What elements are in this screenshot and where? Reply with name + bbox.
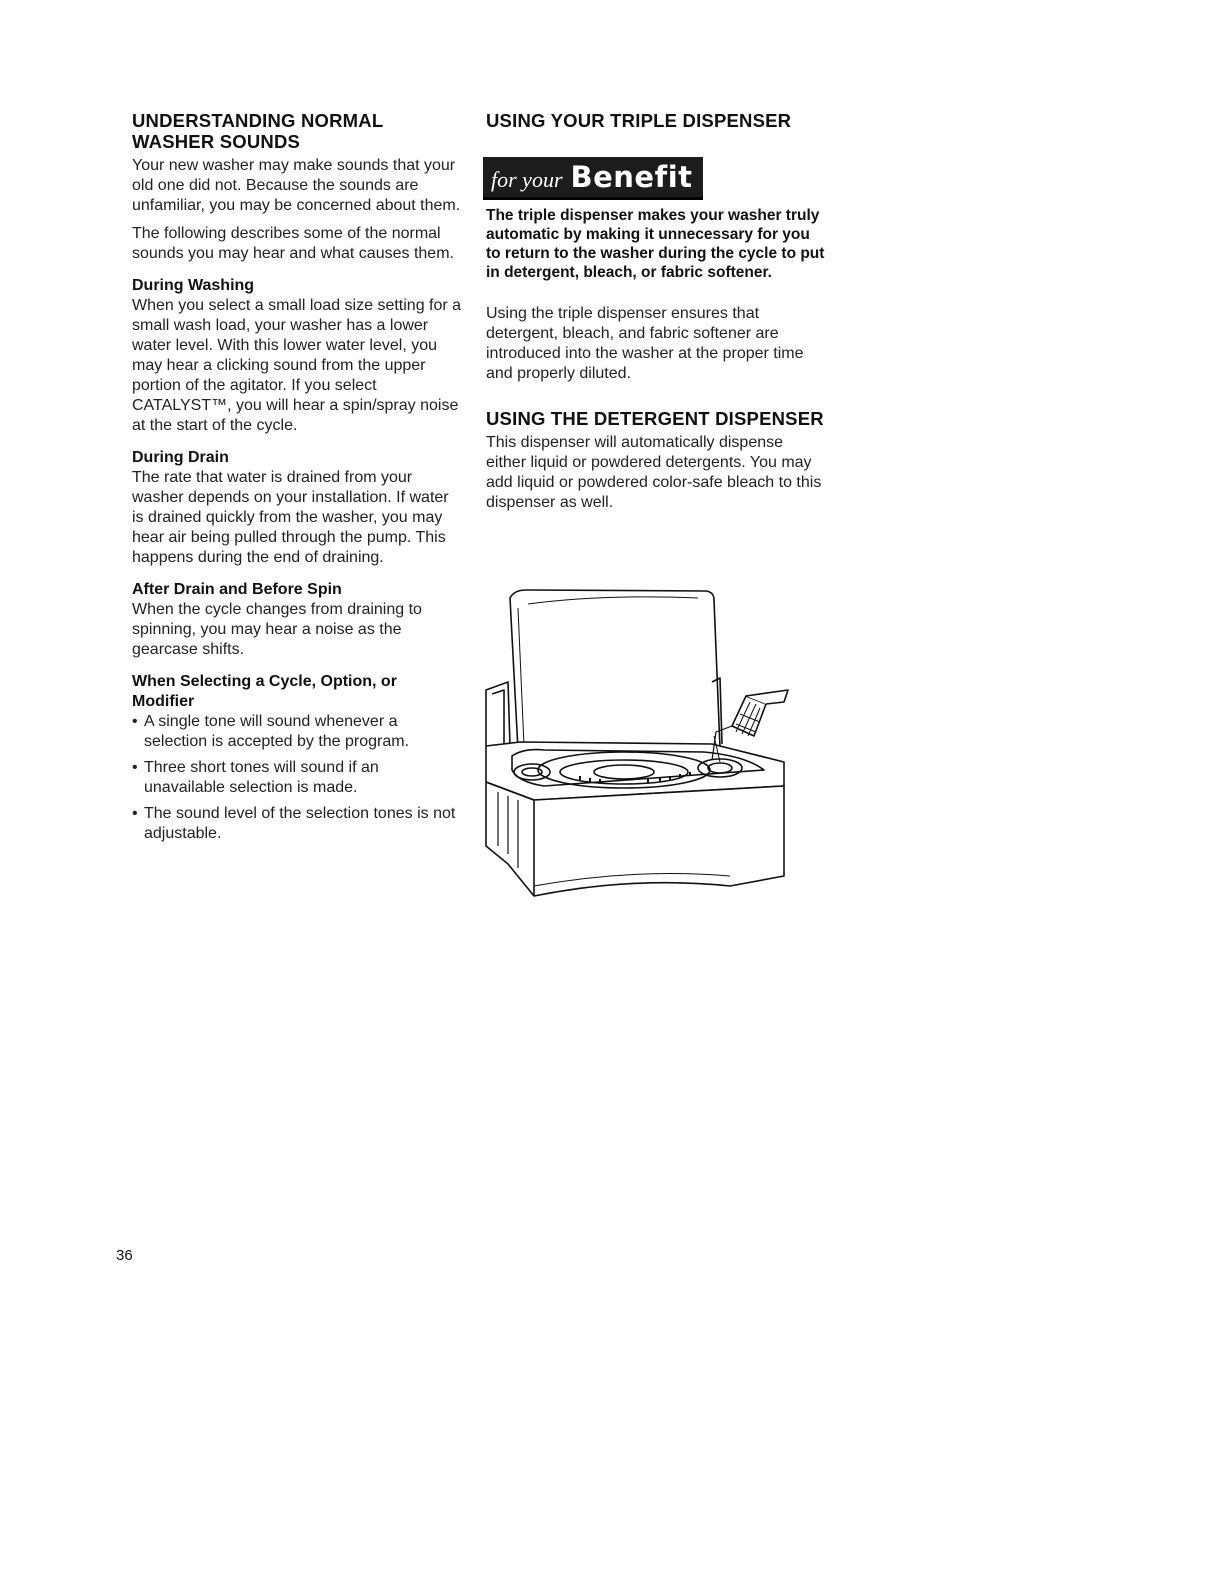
paragraph-during-washing: When you select a small load size setting for a small wash load, your washer has a lower water level. With this lower water level, you may hear a clicking sound from the upper portion of the agitator. If you select CATALYST™, you will hear a spin/spray noise at the start of the cycle. [132,297,462,434]
list-item: • A single tone will sound whenever a selection is accepted by the program. [132,712,462,752]
heading-detergent-dispenser: USING THE DETERGENT DISPENSER [486,408,824,429]
right-column [486,110,826,521]
benefit-statement: The triple dispenser makes your washer truly automatic by making it unnecessary for you to return to the washer during the cycle to put in detergent, bleach, or fabric softener. [486,207,825,281]
intro-paragraph-2: The following describes some of the normal sounds you may hear and what causes them. [132,225,454,262]
washer-dispenser-illustration [484,586,820,908]
subheading-during-washing: During Washing [132,277,255,294]
paragraph-triple-dispenser: Using the triple dispenser ensures that detergent, bleach, and fabric softener are introduced into the washer at the proper time and properly diluted. [486,305,804,382]
page-number: 36 [116,1247,133,1264]
washer-cabinet [486,782,784,896]
paragraph-detergent-dispenser: This dispenser will automatically dispense either liquid or powdered detergents. You may add liquid or powdered color-safe bleach to this dispenser as well. [486,434,822,511]
subheading-after-drain: After Drain and Before Spin [132,581,342,598]
tone-bullet-list [132,712,462,844]
list-item: • Three short tones will sound if an unavailable selection is made. [132,758,462,798]
paragraph-after-drain: When the cycle changes from draining to spinning, you may hear a noise as the gearcase shifts. [132,601,422,658]
washer-lid [510,590,720,750]
banner-italic-text: for your [491,167,563,192]
subheading-selecting-cycle: When Selecting a Cycle, Option, or Modifier [132,673,397,710]
paragraph-during-drain: The rate that water is drained from your washer depends on your installation. If water is drained quickly from the washer, you may hear air being pulled through the pump. This happens during the end of draining. [132,469,449,566]
banner-big-text: Benefit [570,160,693,194]
heading-washer-sounds: UNDERSTANDING NORMAL WASHER SOUNDS [132,110,384,152]
heading-triple-dispenser: USING YOUR TRIPLE DISPENSER [486,110,792,131]
intro-paragraph-1: Your new washer may make sounds that your old one did not. Because the sounds are unfamiliar, you may be concerned about them. [132,157,461,214]
left-column [132,110,462,850]
subheading-during-drain: During Drain [132,449,229,466]
for-your-benefit-banner [483,157,703,200]
list-item: • The sound level of the selection tones is not adjustable. [132,804,462,844]
